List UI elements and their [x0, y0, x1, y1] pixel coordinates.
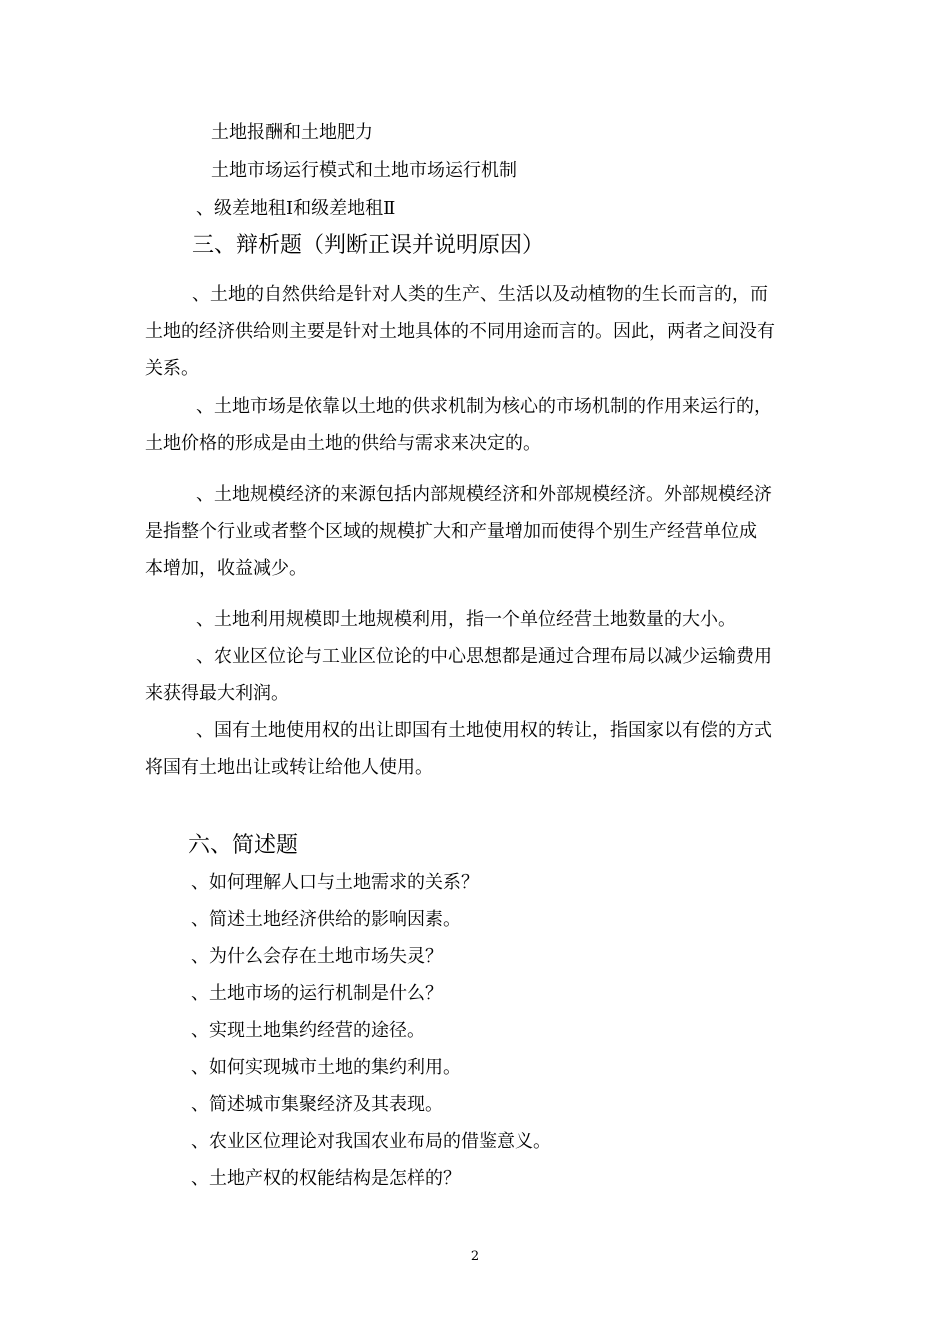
paragraph-line: 、土地的自然供给是针对人类的生产、生活以及动植物的生长而言的，而 [192, 284, 768, 305]
question-item: 、如何实现城市土地的集约利用。 [191, 1057, 461, 1078]
question-item: 、简述土地经济供给的影响因素。 [191, 909, 461, 930]
paragraph-line: 土地的经济供给则主要是针对土地具体的不同用途而言的。因此，两者之间没有 [145, 321, 775, 342]
paragraph-line: 、土地市场是依靠以土地的供求机制为核心的市场机制的作用来运行的， [196, 396, 772, 417]
term-item: 土地报酬和土地肥力 [211, 122, 373, 143]
paragraph-line: 、国有土地使用权的出让即国有土地使用权的转让，指国家以有偿的方式 [196, 720, 772, 741]
paragraph-line: 、土地利用规模即土地规模利用，指一个单位经营土地数量的大小。 [196, 609, 736, 630]
question-item: 、农业区位理论对我国农业布局的借鉴意义。 [191, 1131, 551, 1152]
paragraph-line: 、土地规模经济的来源包括内部规模经济和外部规模经济。外部规模经济 [196, 484, 772, 505]
paragraph-line: 是指整个行业或者整个区域的规模扩大和产量增加而使得个别生产经营单位成 [145, 521, 757, 542]
section-heading-analysis: 三、辩析题（判断正误并说明原因） [192, 233, 545, 258]
paragraph-line: 关系。 [145, 358, 199, 379]
question-item: 、土地产权的权能结构是怎样的？ [191, 1168, 461, 1189]
paragraph-line: 将国有土地出让或转让给他人使用。 [145, 757, 433, 778]
term-item: 土地市场运行模式和土地市场运行机制 [211, 160, 517, 181]
paragraph-line: 、农业区位论与工业区位论的中心思想都是通过合理布局以减少运输费用 [196, 646, 772, 667]
page-number: 2 [470, 1249, 480, 1264]
paragraph-line: 来获得最大利润。 [145, 683, 289, 704]
question-item: 、土地市场的运行机制是什么？ [191, 983, 443, 1004]
section-heading-short-answer: 六、简述题 [188, 833, 299, 858]
question-item: 、如何理解人口与土地需求的关系？ [191, 872, 479, 893]
question-item: 、为什么会存在土地市场失灵？ [191, 946, 443, 967]
question-item: 、简述城市集聚经济及其表现。 [191, 1094, 443, 1115]
paragraph-line: 本增加，收益减少。 [145, 558, 307, 579]
question-item: 、实现土地集约经营的途径。 [191, 1020, 425, 1041]
term-item: 、级差地租Ⅰ和级差地租Ⅱ [196, 198, 396, 219]
paragraph-line: 土地价格的形成是由土地的供给与需求来决定的。 [145, 433, 541, 454]
